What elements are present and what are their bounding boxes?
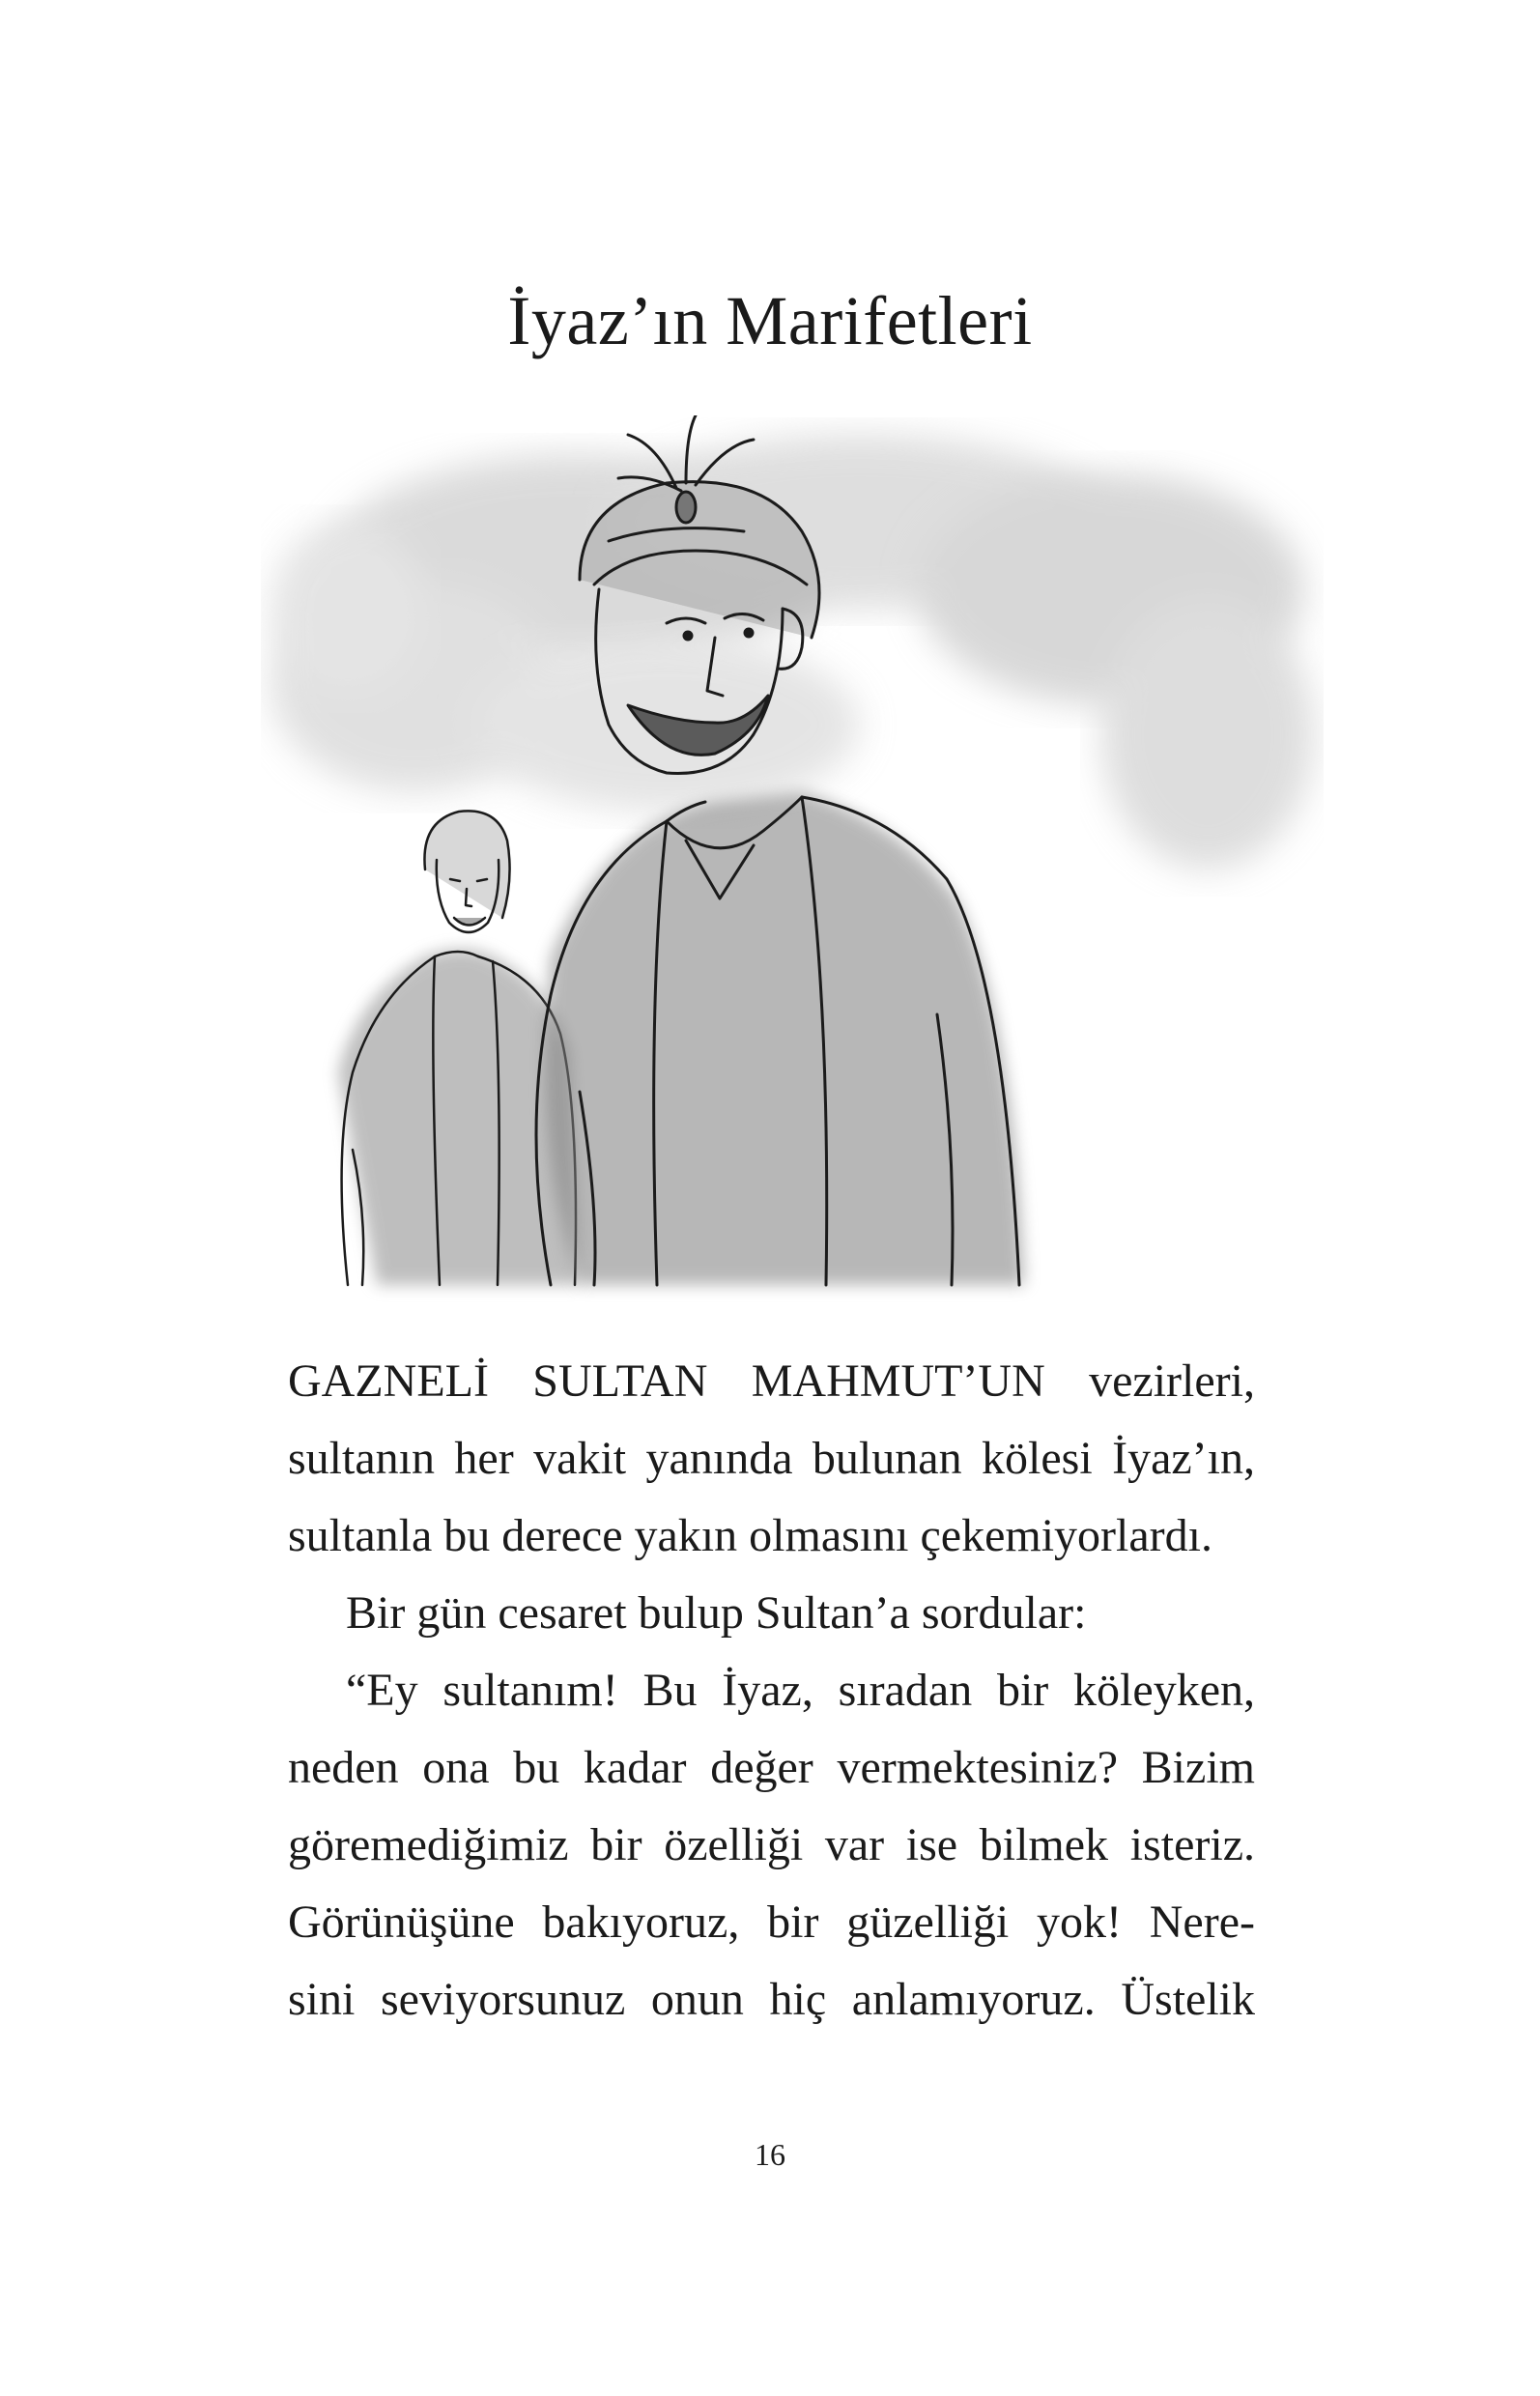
text-line: göremediğimiz bir özelliği var ise bilmek isteriz. bbox=[288, 1819, 1255, 1870]
page-number: 16 bbox=[755, 2137, 785, 2172]
text-line: sultanın her vakit yanında bulunan kölesi İyaz’ın, bbox=[288, 1433, 1255, 1484]
text-line: Bir gün cesaret bulup Sultan’a sordular: bbox=[346, 1587, 1087, 1639]
body-text bbox=[288, 1343, 1255, 2039]
iyaz-figure bbox=[338, 811, 580, 1285]
text-line: sultanla bu derece yakın olmasını çekemiyorlardı. bbox=[288, 1510, 1212, 1561]
text-line: neden ona bu kadar değer vermektesiniz? Bizim bbox=[288, 1742, 1255, 1793]
text-line: “Ey sultanım! Bu İyaz, sıradan bir köleyken, bbox=[346, 1665, 1255, 1716]
chapter-title: İyaz’ın Marifetleri bbox=[507, 282, 1033, 359]
illustration bbox=[261, 415, 1324, 1324]
text-line: GAZNELİ SULTAN MAHMUT’UN vezirleri, bbox=[288, 1355, 1255, 1407]
text-line: sini seviyorsunuz onun hiç anlamıyoruz. Üstelik bbox=[288, 1974, 1255, 2025]
text-line: Görünüşüne bakıyoruz, bir güzelliği yok! Nere- bbox=[288, 1897, 1255, 1948]
